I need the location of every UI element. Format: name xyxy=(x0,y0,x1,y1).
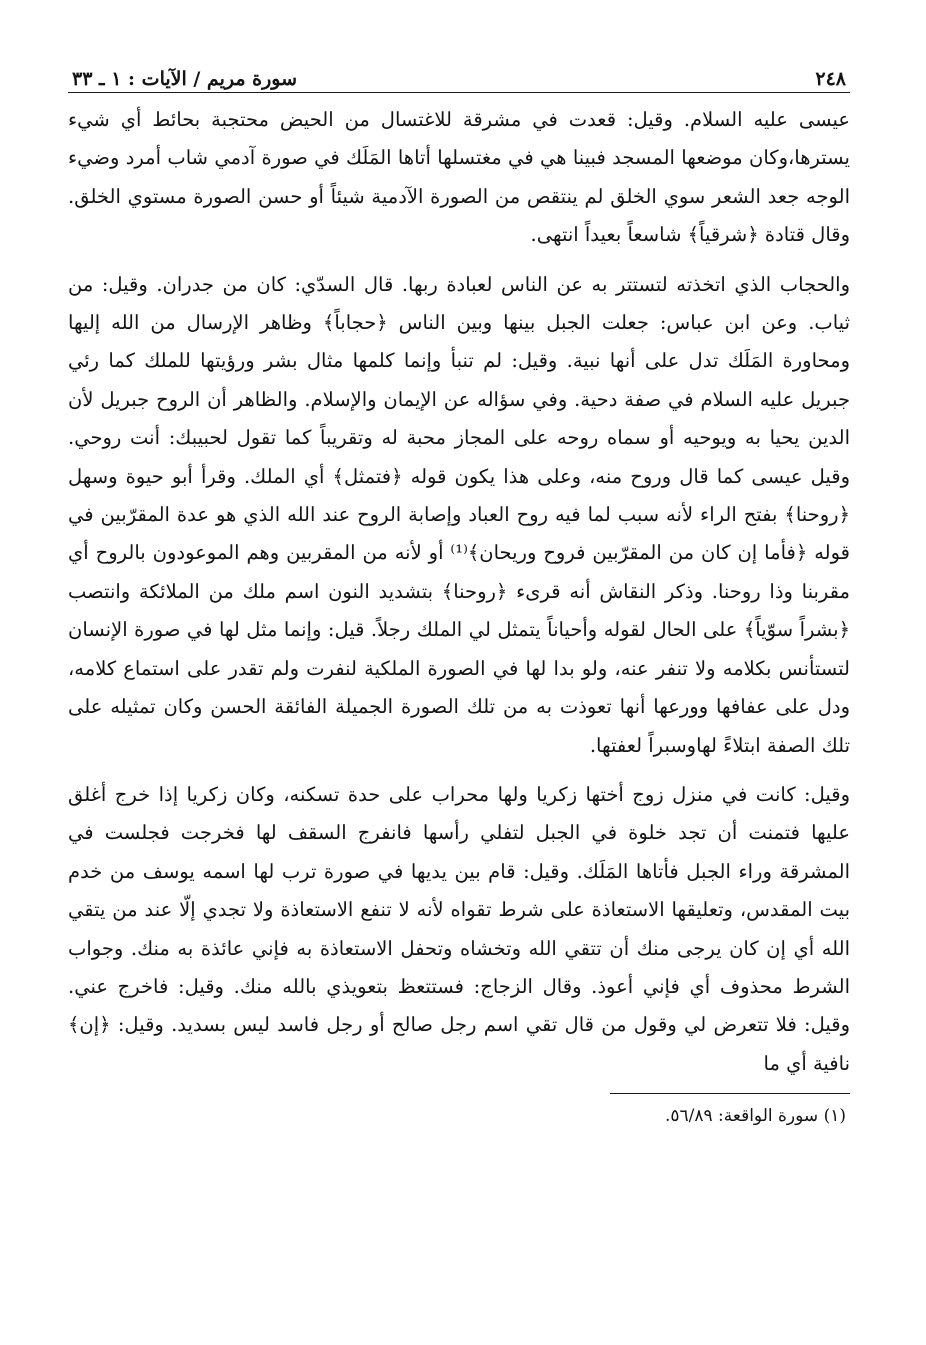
running-header xyxy=(68,58,850,93)
paragraph-1: عيسى عليه السلام. وقيل: قعدت في مشرقة للاغتسال من الحيض محتجبة بحائط أي شيء يسترها،وكان موضعها المسجد فبينا هي في مغتسلها أتاها المَلَك في صورة آدمي شاب أمرد وضيء الوجه جعد الشعر سوي الخلق لم ينتقص من الصورة الآدمية شيئاً أو حسن الصورة مستوي الخلق. وقال قتادة ﴿شرقياً﴾ شاسعاً بعيداً انتهى. xyxy=(68,108,850,247)
footnote-separator xyxy=(610,1093,850,1094)
paragraph-2: والحجاب الذي اتخذته لتستتر به عن الناس لعبادة ربها. قال السدّي: كان من جدران. وقيل: من ثياب. وعن ابن عباس: جعلت الجبل بينها وبين الناس ﴿حجاباً﴾ وظاهر الإرسال من الله إليها ومحاورة المَلَك تدل على أنها نبية. وقيل: لم تنبأ وإنما كلمها مثال بشر ورؤيتها للملك كما رئي جبريل عليه السلام في صفة دحية. وفي سؤاله عن الإيمان والإسلام. والظاهر أن الروح جبريل لأن الدين يحيا به ويوحيه أو سماه روحه على المجاز محبة له وتقريباً كما تقول لحبيبك: أنت روحي. وقيل عيسى كما قال وروح منه، وعلى هذا يكون قوله ﴿فتمثل﴾ أي الملك. وقرأ أبو حيوة وسهل ﴿روحنا﴾ بفتح الراء لأنه سبب لما فيه روح العباد وإصابة الروح عند الله الذي هو عدة المقرّبين في قوله ﴿فأما إن كان من المقرّبين فروح وريحان﴾⁽¹⁾ أو لأنه من المقربين وهم الموعودون بالروح أي مقربنا وذا روحنا. وذكر النقاش أنه قرىء ﴿روحنا﴾ بتشديد النون اسم ملك من الملائكة وانتصب ﴿بشراً سوّياً﴾ على الحال لقوله وأحياناً يتمثل لي الملك رجلاً. قيل: وإنما مثل لها في صورة الإنسان لتستأنس بكلامه ولا تنفر عنه، ولو بدا لها في الصورة الملكية لنفرت ولم تقدر على استماع كلامه، ودل على عفافها وورعها أنها تعوذت به من تلك الصورة الجميلة الفائقة الحسن وكان تمثيله على تلك الصفة ابتلاءً لهاوسبراً لعفتها. xyxy=(68,272,850,757)
surah-title: سورة مريم / الآيات : ١ ـ ٣٣ xyxy=(72,68,298,90)
book-page xyxy=(68,58,850,1132)
page-number: ٢٤٨ xyxy=(815,68,846,90)
footnote: (١) سورة الواقعة: ٥٦/٨٩. xyxy=(664,1106,846,1127)
body-text xyxy=(68,101,850,1083)
paragraph-3: وقيل: كانت في منزل زوج أختها زكريا ولها محراب على حدة تسكنه، وكان زكريا إذا خرج أغلق عليها فتمنت أن تجد خلوة في الجبل لتفلي رأسها فانفرج السقف لها فخرجت فجلست في المشرقة وراء الجبل فأتاها المَلَك. وقيل: قام بين يديها في صورة ترب لها اسمه يوسف من خدم بيت المقدس، وتعليقها الاستعاذة على شرط تقواه لأنه لا تنفع الاستعاذة ولا تجدي إلّا عند من يتقي الله أي إن كان يرجى منك أن تتقي الله وتخشاه وتحفل الاستعاذة به فإني عائذة به منك. وجواب الشرط محذوف أي فإني أعوذ. وقال الزجاج: فستتعظ بتعويذي بالله منك. وقيل: فاخرج عني. وقيل: فلا تتعرض لي وقول من قال تقي اسم رجل صالح أو رجل فاسد ليس بسديد. وقيل: ﴿إن﴾ نافية أي ما xyxy=(68,782,850,1075)
